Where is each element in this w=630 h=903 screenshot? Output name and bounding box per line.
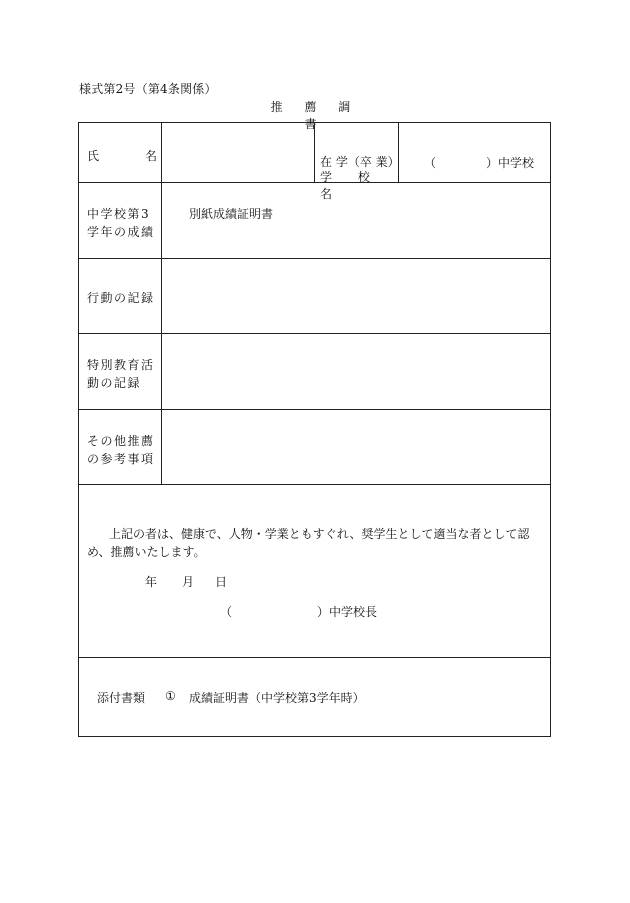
document-title: 推 薦 調 書 (270, 100, 360, 131)
form-number: 様式第2号（第4条関係） (79, 82, 217, 96)
conduct-label: 行動の記録 (87, 291, 155, 305)
name-label-cell (79, 123, 162, 182)
school-name-suffix: ）中学校 (486, 156, 535, 170)
row-grades (79, 183, 550, 259)
school-label-line2: 学 校 名 (320, 170, 381, 201)
school-label-line1: 在 学（卒 業） (320, 155, 400, 169)
grades-value: 別紙成績証明書 (189, 207, 274, 221)
grades-label: 中学校第3学年の成績 (87, 207, 155, 239)
name-label-part2: 名 (145, 149, 158, 163)
attachment-item: 成績証明書（中学校第3学年時） (189, 691, 365, 705)
principal-title: ）中学校長 (317, 605, 378, 619)
other-label-cell (79, 410, 162, 484)
name-field[interactable] (162, 123, 315, 182)
recommendation-form (78, 122, 551, 737)
row-conduct (79, 259, 550, 334)
special-activities-label: 特別教育活動の記録 (87, 358, 155, 390)
grades-label-cell (79, 183, 162, 258)
other-notes-label: その他推薦の参考事項 (87, 434, 155, 466)
date-year-label: 年 (145, 575, 158, 589)
recommendation-statement-section (79, 485, 550, 658)
attachments-section (79, 658, 550, 736)
principal-school-open: （ (220, 605, 233, 619)
name-label-part1: 氏 (87, 149, 100, 163)
attachments-label: 添付書類 (97, 691, 146, 705)
special-label-cell (79, 334, 162, 409)
date-day-label: 日 (215, 575, 228, 589)
conduct-label-cell (79, 259, 162, 333)
school-label-cell (315, 123, 400, 201)
school-name-open: （ (424, 156, 437, 170)
date-month-label: 月 (182, 575, 195, 589)
row-name (79, 123, 550, 201)
attachment-number: ① (165, 689, 176, 703)
recommendation-statement: 上記の者は、健康で、人物・学業ともすぐれ、奨学生として適当な者として認め、推薦いたします。 (87, 527, 530, 559)
row-other-notes (79, 410, 550, 485)
row-special-activities (79, 334, 550, 410)
